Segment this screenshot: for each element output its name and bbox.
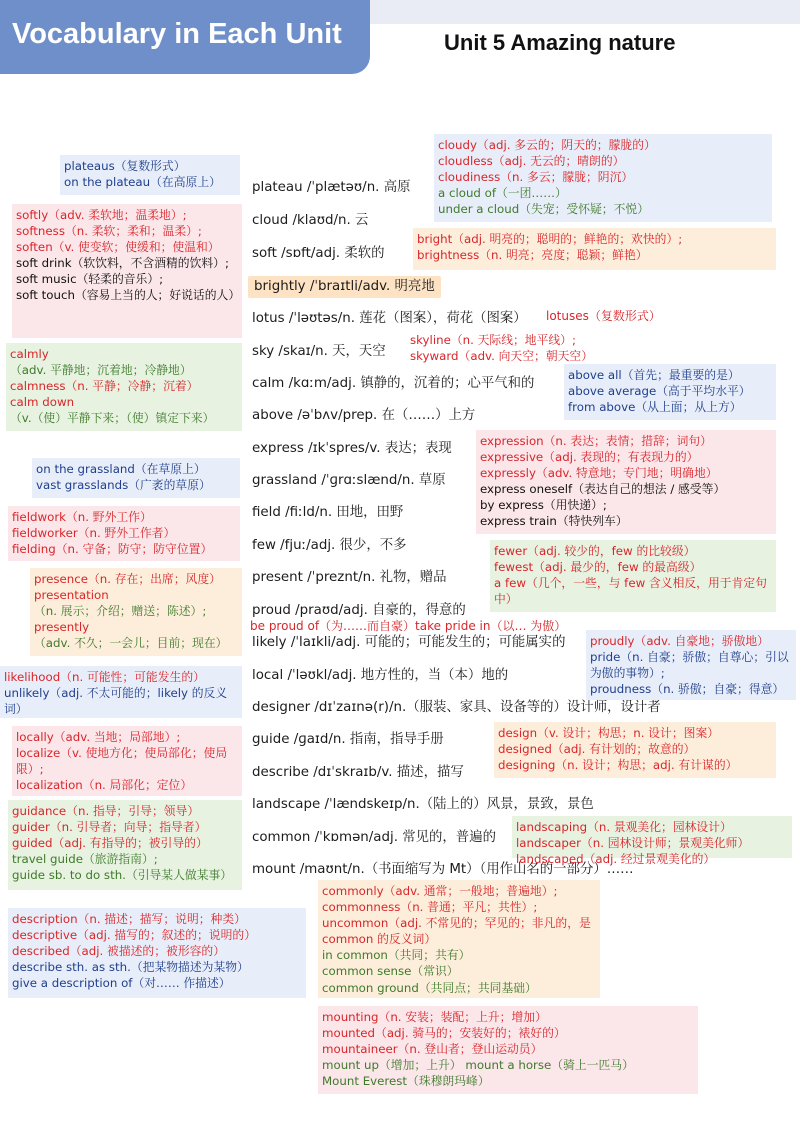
box-line: common sense（常识） (322, 964, 459, 979)
box-line: fewer（adj. 较少的，few 的比较级） (494, 544, 696, 558)
box-present (30, 568, 242, 656)
box-line: guided（adj. 有指导的；被引导的） (12, 836, 208, 851)
word-cloud: cloud /klaʊd/n. 云 (252, 213, 369, 228)
box-line: proudly（adv. 自豪地；骄傲地） (590, 634, 769, 648)
box-likely (0, 666, 242, 718)
box-line: softness（n. 柔软；柔和；温柔）; (16, 224, 202, 239)
box-line: uncommon（adj. 不常见的；罕见的；非凡的，是 common 的反义词） (322, 916, 591, 947)
word-express: express /ɪkˈspres/v. 表达；表现 (252, 441, 452, 456)
box-line: soft touch（容易上当的人；好说话的人） (16, 288, 241, 303)
box-line: fieldworker（n. 野外工作者） (12, 526, 176, 541)
note-lotuses: lotuses（复数形式） (546, 309, 661, 323)
box-soft (12, 204, 242, 338)
box-line: cloudless（adj. 无云的；晴朗的） (438, 154, 625, 169)
box-line: fieldwork（n. 野外工作） (12, 510, 152, 524)
box-line: describe sth. as sth.（把某物描述为某物） (12, 960, 249, 975)
box-line: （v.（使）平静下来；（使）镇定下来） (10, 411, 215, 426)
box-line: （n. 展示；介绍；赠送；陈述）; (34, 604, 207, 619)
box-line: localize（v. 使地方化；使局部化；使局限）; (16, 746, 228, 777)
box-line: softly（adv. 柔软地；温柔地）; (16, 208, 187, 222)
box-line: designed（adj. 有计划的；故意的） (498, 742, 696, 757)
box-line: fewest（adj. 最少的，few 的最高级） (494, 560, 702, 575)
box-line: （adv. 不久；一会儿；目前；现在） (34, 636, 228, 651)
word-proud: proud /praʊd/adj. 自豪的，得意的 (252, 603, 466, 618)
box-line: designing（n. 设计；构思；adj. 有计谋的） (498, 758, 738, 773)
box-line: plateaus（复数形式） (64, 159, 186, 173)
box-line: on the grassland（在草原上） (36, 462, 206, 476)
box-common (318, 880, 600, 998)
box-line: soft music（轻柔的音乐）; (16, 272, 164, 287)
box-line: descriptive（adj. 描写的；叙述的；说明的） (12, 928, 256, 943)
box-describe (8, 908, 306, 998)
box-line: travel guide（旅游指南）; (12, 852, 158, 867)
box-line: commonness（n. 普通；平凡；共性）; (322, 900, 538, 915)
word-calm: calm /kɑːm/adj. 镇静的，沉着的；心平气和的 (252, 376, 535, 391)
box-guide (8, 800, 242, 890)
box-line: commonly（adv. 通常；一般地；普遍地）; (322, 884, 558, 898)
word-landscape: landscape /ˈlændskeɪp/n.（陆上的）风景，景致，景色 (252, 797, 594, 812)
box-line: guide sb. to do sth.（引导某人做某事） (12, 868, 233, 883)
box-line: unlikely（adj. 不太可能的；likely 的反义词） (4, 686, 228, 717)
box-line: brightness（n. 明亮；亮度；聪颖；鲜艳） (417, 248, 648, 263)
header-strip (370, 0, 800, 24)
box-line: give a description of（对…… 作描述） (12, 976, 231, 991)
box-line: landscaper（n. 园林设计师；景观美化师） (516, 836, 750, 851)
box-plateaus (60, 155, 240, 195)
box-few (490, 540, 776, 612)
unit-title: Unit 5 Amazing nature (444, 30, 676, 55)
box-line: mounting（n. 安装；装配；上升；增加） (322, 1010, 547, 1024)
word-guide: guide /ɡaɪd/n. 指南，指导手册 (252, 732, 444, 747)
box-sky (406, 329, 646, 367)
box-line: under a cloud（失宠；受怀疑；不悦） (438, 202, 649, 217)
box-design (494, 722, 776, 778)
box-line: mounted（adj. 骑马的；安装好的；裱好的） (322, 1026, 566, 1041)
box-line: presence（n. 存在；出席；风度） (34, 572, 221, 586)
note-proud-phrase: be proud of（为……而自豪）take pride in（以… 为傲） (250, 619, 567, 633)
box-line: calm down (10, 395, 75, 410)
box-line: soften（v. 使变软；使缓和；使温和） (16, 240, 220, 255)
box-landscape (512, 816, 792, 867)
word-plateau: plateau /ˈplætəʊ/n. 高原 (252, 180, 411, 195)
box-line: design（v. 设计；构思；n. 设计；图案） (498, 726, 720, 740)
box-line: in common（共同；共有） (322, 948, 471, 963)
box-line: description（n. 描述；描写；说明；种类） (12, 912, 246, 926)
box-line: above average（高于平均水平） (568, 384, 751, 399)
box-above (564, 364, 776, 420)
box-line: from above（从上面；从上方） (568, 400, 742, 415)
box-line: expressive（adj. 表现的；有表现力的） (480, 450, 699, 465)
box-line: a cloud of（一团……） (438, 186, 567, 201)
box-line: presentation (34, 588, 109, 603)
box-line: Mount Everest（珠穆朗玛峰） (322, 1074, 490, 1089)
box-line: localization（n. 局部化；定位） (16, 778, 193, 793)
box-line: above all（首先；最重要的是） (568, 368, 740, 382)
word-common: common /ˈkɒmən/adj. 常见的，普遍的 (252, 830, 496, 845)
box-line: guidance（n. 指导；引导；领导） (12, 804, 200, 818)
box-line: calmly (10, 347, 49, 361)
box-line: a few（几个，一些，与 few 含义相反，用于肯定句中） (494, 576, 767, 607)
word-present: present /ˈpreznt/n. 礼物，赠品 (252, 570, 447, 585)
word-field: field /fiːld/n. 田地，田野 (252, 505, 404, 520)
box-line: bright（adj. 明亮的；聪明的；鲜艳的；欢快的）; (417, 232, 683, 246)
box-field (8, 506, 240, 561)
box-line: likelihood（n. 可能性；可能发生的） (4, 670, 205, 684)
box-line: locally（adv. 当地；局部地）; (16, 730, 181, 744)
box-mount (318, 1006, 698, 1094)
box-line: calmness（n. 平静；冷静；沉着） (10, 379, 199, 394)
box-line: guider（n. 引导者；向导；指导者） (12, 820, 207, 835)
box-line: landscaping（n. 景观美化；园林设计） (516, 820, 732, 834)
box-line: proudness（n. 骄傲；自豪；得意） (590, 682, 785, 697)
box-cloudy (434, 134, 772, 222)
box-line: cloudiness（n. 多云；朦胧；阴沉） (438, 170, 634, 185)
box-local (12, 726, 242, 796)
box-line: skyline（n. 天际线；地平线）; (410, 333, 576, 347)
box-calm (6, 343, 242, 431)
box-line: expression（n. 表达；表情；措辞；词句） (480, 434, 712, 448)
word-above: above /əˈbʌv/prep. 在（……）上方 (252, 408, 476, 423)
box-express (476, 430, 776, 534)
word-sky: sky /skaɪ/n. 天，天空 (252, 344, 386, 359)
box-line: mountaineer（n. 登山者；登山运动员） (322, 1042, 543, 1057)
word-few: few /fjuː/adj. 很少，不多 (252, 538, 407, 553)
word-lotus: lotus /ˈləʊtəs/n. 莲花（图案），荷花（图案） (252, 311, 527, 326)
box-line: skyward（adv. 向天空；朝天空） (410, 349, 594, 364)
box-line: described（adj. 被描述的；被形容的） (12, 944, 226, 959)
box-line: vast grasslands（广袤的草原） (36, 478, 211, 493)
word-brightly: brightly /ˈbraɪtli/adv. 明亮地 (248, 276, 441, 298)
box-line: （adv. 平静地；沉着地；冷静地） (10, 363, 192, 378)
page-title: Vocabulary in Each Unit (12, 18, 342, 50)
box-line: pride（n. 自豪；骄傲；自尊心；引以为傲的事物）; (590, 650, 789, 681)
box-line: cloudy（adj. 多云的；阴天的；朦胧的） (438, 138, 656, 152)
word-likely: likely /ˈlaɪkli/adj. 可能的；可能发生的；可能属实的 (252, 635, 566, 650)
box-line: expressly（adv. 特意地；专门地；明确地） (480, 466, 718, 481)
word-local: local /ˈləʊkl/adj. 地方性的，当（本）地的 (252, 668, 509, 683)
box-grassland (32, 458, 240, 498)
box-line: mount up（增加；上升） mount a horse（骑上一匹马） (322, 1058, 634, 1073)
word-designer: designer /dɪˈzaɪnə(r)/n.（服装、家具、设备等的）设计师，设计者 (252, 700, 661, 715)
box-bright (413, 228, 776, 270)
box-proud (586, 630, 796, 700)
box-line: landscaped（adj. 经过景观美化的） (516, 852, 716, 867)
word-describe: describe /dɪˈskraɪb/v. 描述，描写 (252, 765, 464, 780)
box-line: express oneself（表达自己的想法 / 感受等） (480, 482, 726, 497)
box-line: soft drink（软饮料，不含酒精的饮料）; (16, 256, 229, 271)
word-mount: mount /maʊnt/n.（书面缩写为 Mt）（用作山名的一部分）…… (252, 862, 634, 877)
box-line: express train（特快列车） (480, 514, 628, 529)
box-line: fielding（n. 守备；防守；防守位置） (12, 542, 213, 557)
box-line: presently (34, 620, 90, 635)
word-grassland: grassland /ˈɡrɑːslænd/n. 草原 (252, 473, 446, 488)
word-soft: soft /sɒft/adj. 柔软的 (252, 246, 385, 261)
box-line: common ground（共同点；共同基础） (322, 980, 537, 995)
box-line: by express（用快递）; (480, 498, 607, 513)
box-line: on the plateau（在高原上） (64, 175, 221, 190)
